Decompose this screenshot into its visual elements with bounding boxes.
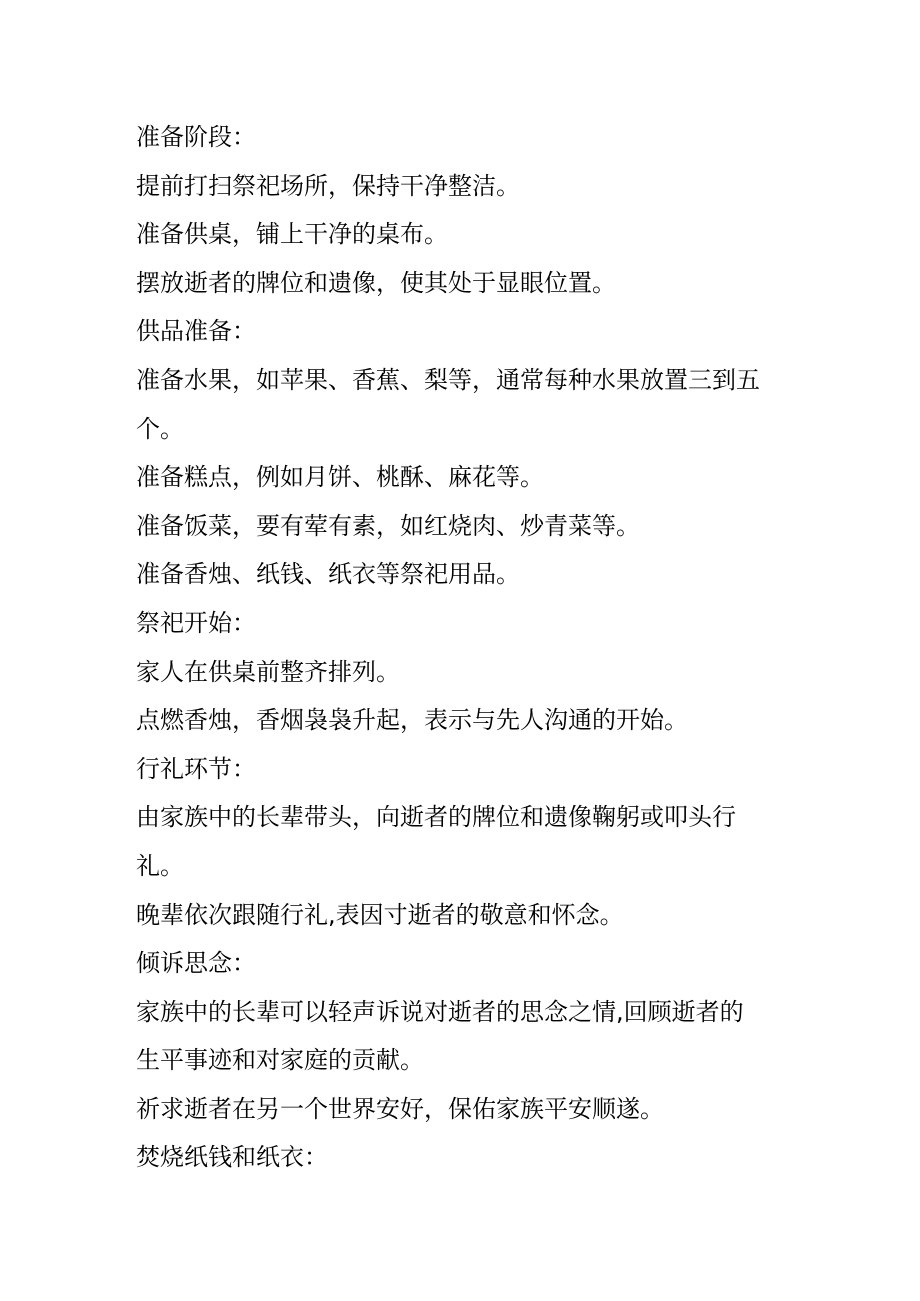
section-heading-preparation: 准备阶段：	[136, 123, 256, 151]
document-body	[136, 113, 786, 1182]
section-heading-ceremony-start: 祭祀开始：	[136, 608, 256, 637]
text-line: 家族中的长辈可以轻声诉说对逝者的思念之情,回顾逝者的	[136, 997, 744, 1026]
text-line: 准备糕点，例如月饼、桃酥、麻花等。	[136, 463, 544, 492]
text-line: 家人在供桌前整齐排列。	[136, 657, 400, 686]
text-line: 个。	[136, 414, 184, 443]
text-line: 祈求逝者在另一个世界安好，保佑家族平安顺遂。	[136, 1094, 664, 1123]
text-line: 生平事迹和对家庭的贡献。	[136, 1046, 424, 1075]
text-line: 点燃香烛，香烟袅袅升起，表示与先人沟通的开始。	[136, 706, 688, 735]
text-line: 提前打扫祭祀场所，保持干净整洁。	[136, 171, 520, 200]
text-line: 准备供桌，铺上干净的桌布。	[136, 220, 448, 249]
section-heading-burning: 焚烧纸钱和纸衣：	[136, 1143, 328, 1172]
text-line: 由家族中的长辈带头，向逝者的牌位和遗像鞠躬或叩头行	[136, 803, 736, 832]
text-line: 准备水果，如苹果、香蕉、梨等，通常每种水果放置三到五	[136, 365, 760, 394]
text-line: 礼。	[136, 851, 184, 880]
section-heading-salute: 行礼环节：	[136, 754, 256, 783]
section-heading-offerings: 供品准备：	[136, 317, 256, 346]
text-line: 准备香烛、纸钱、纸衣等祭祀用品。	[136, 560, 520, 589]
text-line: 摆放逝者的牌位和遗像，使其处于显眼位置。	[136, 268, 616, 297]
section-heading-remembrance: 倾诉思念：	[136, 949, 256, 978]
text-line: 晚辈依次跟随行礼,表因寸逝者的敬意和怀念。	[136, 900, 624, 929]
text-line: 准备饭菜，要有荤有素，如红烧肉、炒青菜等。	[136, 511, 640, 540]
